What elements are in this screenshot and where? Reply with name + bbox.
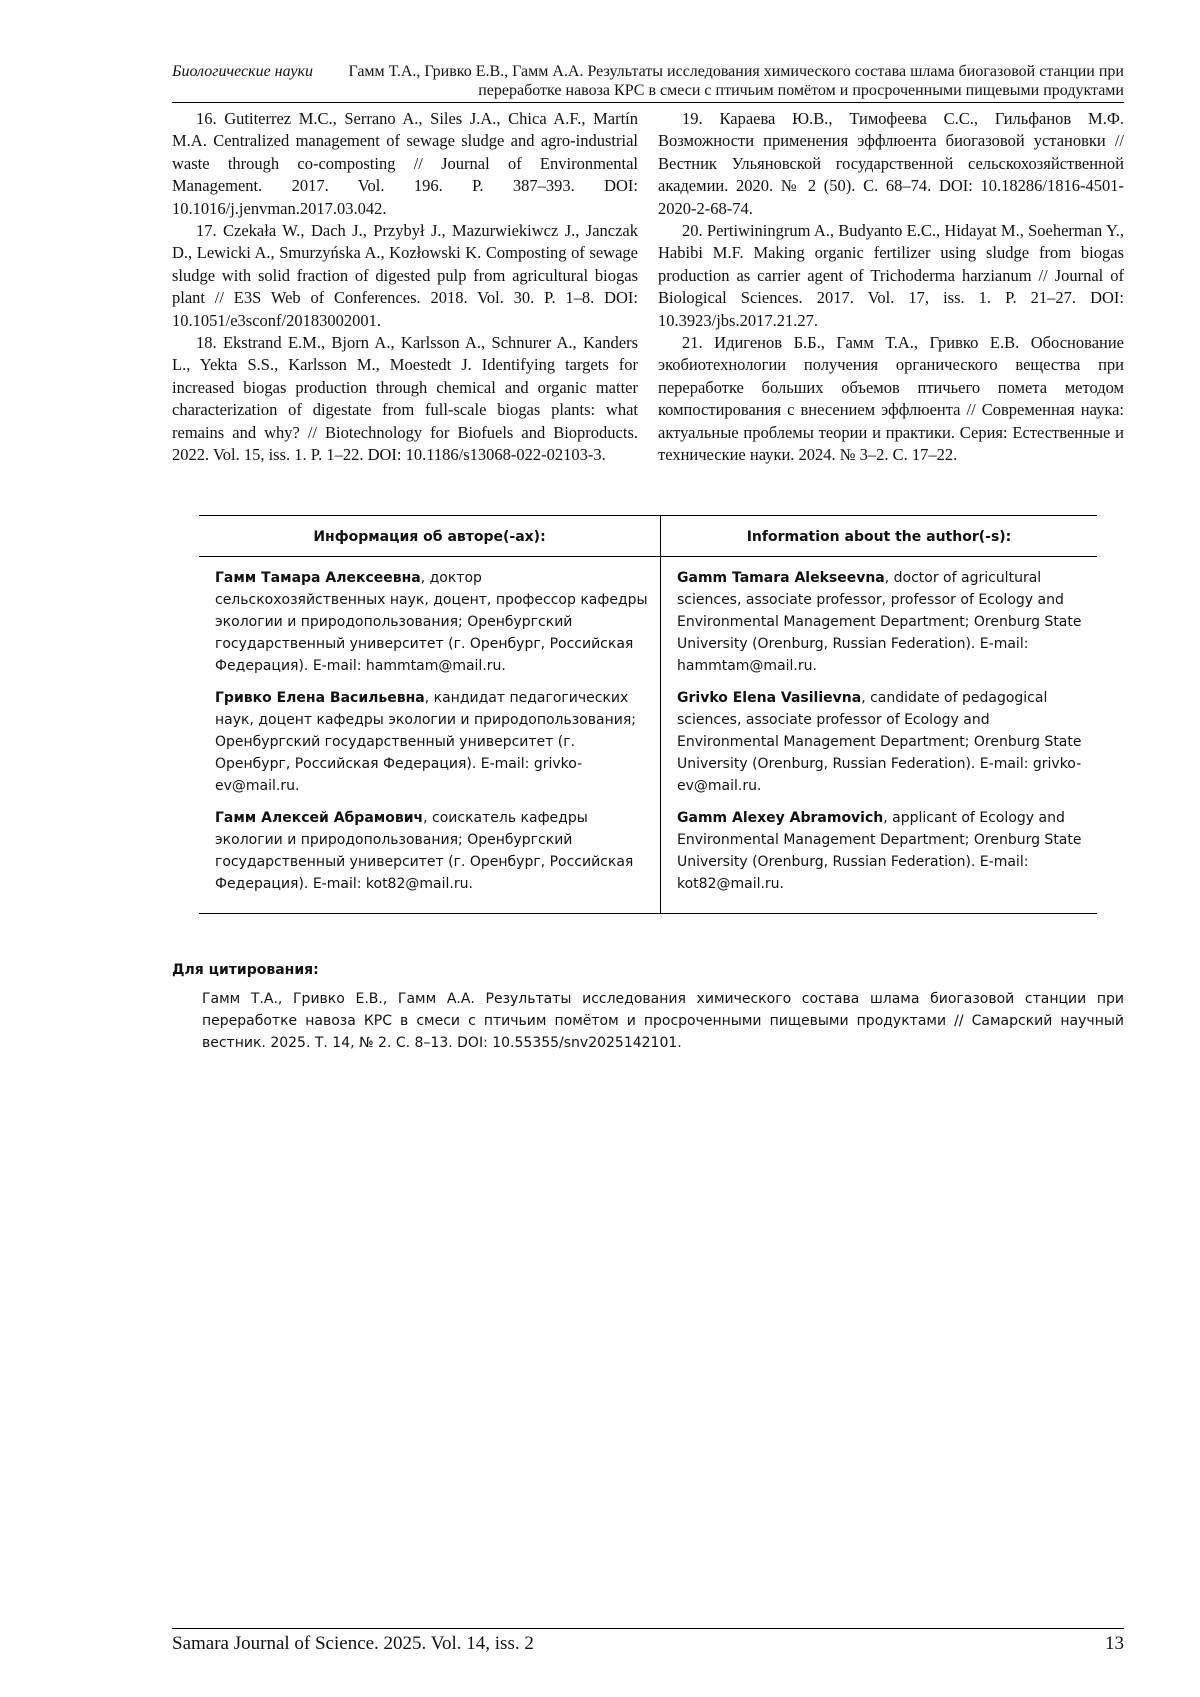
author-name-ru: Гривко Елена Васильевна [215,690,425,706]
footer-journal: Samara Journal of Science. 2025. Vol. 14, iss. 2 [172,1633,534,1655]
running-header [172,62,1124,103]
reference-item: 20. Pertiwiningrum A., Budyanto E.C., Hidayat M., Soeherman Y., Habibi M.F. Making organic fertilizer using sludge from biogas production as carrier agent of Trichoderma harzianum // Journal of Biological Sciences. 2017. Vol. 17, iss. 1. P. 21–27. DOI: 10.3923/jbs.2017.21.27. [658,220,1124,332]
author-desc-ru: , соискатель кафедры экологии и природопользования; Оренбургский государственный университет (г. Оренбург, Российская Федерация). E-mail: kot82@mail.ru. [215,810,633,892]
article-running-title: Гамм Т.А., Гривко Е.В., Гамм А.А. Результаты исследования химического состава шлама биогазовой станции при переработке навоза КРС в смеси с птичьим помётом и просроченными пищевыми продуктами [332,62,1124,100]
author-row [199,557,1097,678]
author-desc-ru: , кандидат педагогических наук, доцент кафедры экологии и природопользования; Оренбургский государственный университет (г. Оренбург, Российская Федерация). E-mail: grivko-ev@mail.ru. [215,690,636,794]
reference-item: 19. Караева Ю.В., Тимофеева С.С., Гильфанов М.Ф. Возможности применения эффлюента биогазовой установки // Вестник Ульяновской государственной сельскохозяйственной академии. 2020. № 2 (50). С. 68–74. DOI: 10.18286/1816-4501-2020-2-68-74. [658,108,1124,220]
page-footer [172,1628,1124,1659]
author-name-ru: Гамм Тамара Алексеевна [215,570,421,586]
page-number: 13 [1105,1633,1124,1655]
author-row [199,797,1097,914]
author-info-heading-ru: Информация об авторе(-ах): [199,516,661,557]
references-right-column [658,108,1124,467]
author-cell-ru [199,677,661,797]
author-name-en: Gamm Alexey Abramovich [677,810,883,826]
references-left-column [172,108,638,467]
citation-block [172,960,1124,1054]
author-desc-en: , applicant of Ecology and Environmental Management Department; Orenburg State University (Orenburg, Russian Federation). E-mail: kot82@mail.ru. [677,810,1082,892]
author-info-table [199,515,1097,914]
reference-item: 21. Идигенов Б.Б., Гамм Т.А., Гривко Е.В. Обоснование экобиотехнологии получения органического вещества при переработке больших объемов птичьего помета методом компостирования с внесением эффлюента // Современная наука: актуальные проблемы теории и практики. Серия: Естественные и технические науки. 2024. № 3–2. С. 17–22. [658,332,1124,466]
author-desc-en: , candidate of pedagogical sciences, associate professor of Ecology and Environmental Management Department; Orenburg State University (Orenburg, Russian Federation). E-mail: grivko-ev@mail.ru. [677,690,1082,794]
author-cell-ru [199,797,661,914]
author-cell-en [661,557,1098,678]
author-cell-en [661,797,1098,914]
citation-text: Гамм Т.А., Гривко Е.В., Гамм А.А. Результаты исследования химического состава шлама биогазовой станции при переработке навоза КРС в смеси с птичьим помётом и просроченными пищевыми продуктами // Самарский научный вестник. 2025. Т. 14, № 2. С. 8–13. DOI: 10.55355/snv2025142101. [202,988,1124,1054]
reference-item: 18. Ekstrand E.M., Bjorn A., Karlsson A., Schnurer A., Kanders L., Yekta S.S., Karlsson M., Moestedt J. Identifying targets for increased biogas production through chemical and organic matter characterization of digestate from full-scale biogas plants: what remains and why? // Biotechnology for Biofuels and Bioproducts. 2022. Vol. 15, iss. 1. P. 1–22. DOI: 10.1186/s13068-022-02103-3. [172,332,638,466]
citation-heading: Для цитирования: [172,960,1124,980]
author-cell-ru [199,557,661,678]
author-name-ru: Гамм Алексей Абрамович [215,810,423,826]
author-name-en: Gamm Tamara Alekseevna [677,570,885,586]
page [0,0,1200,1697]
journal-section: Биологические науки [172,62,322,81]
reference-item: 16. Gutiterrez M.C., Serrano A., Siles J.A., Chica A.F., Martín M.A. Centralized management of sewage sludge and agro-industrial waste through co-composting // Journal of Environmental Management. 2017. Vol. 196. P. 387–393. DOI: 10.1016/j.jenvman.2017.03.042. [172,108,638,220]
author-name-en: Grivko Elena Vasilievna [677,690,861,706]
author-row [199,677,1097,797]
author-desc-ru: , доктор сельскохозяйственных наук, доцент, профессор кафедры экологии и природопользования; Оренбургский государственный университет (г. Оренбург, Российская Федерация). E-mail: hammtam@mail.ru. [215,570,648,674]
reference-item: 17. Czekała W., Dach J., Przybył J., Mazurwiekiwcz J., Janczak D., Lewicki A., Smurzyńska A., Kozłowski K. Composting of sewage sludge with solid fraction of digested pulp from agricultural biogas plant // E3S Web of Conferences. 2018. Vol. 30. P. 1–8. DOI: 10.1051/e3sconf/20183002001. [172,220,638,332]
author-desc-en: , doctor of agricultural sciences, associate professor, professor of Ecology and Environmental Management Department; Orenburg State University (Orenburg, Russian Federation). E-mail: hammtam@mail.ru. [677,570,1082,674]
author-info-heading-en: Information about the author(-s): [661,516,1098,557]
author-cell-en [661,677,1098,797]
